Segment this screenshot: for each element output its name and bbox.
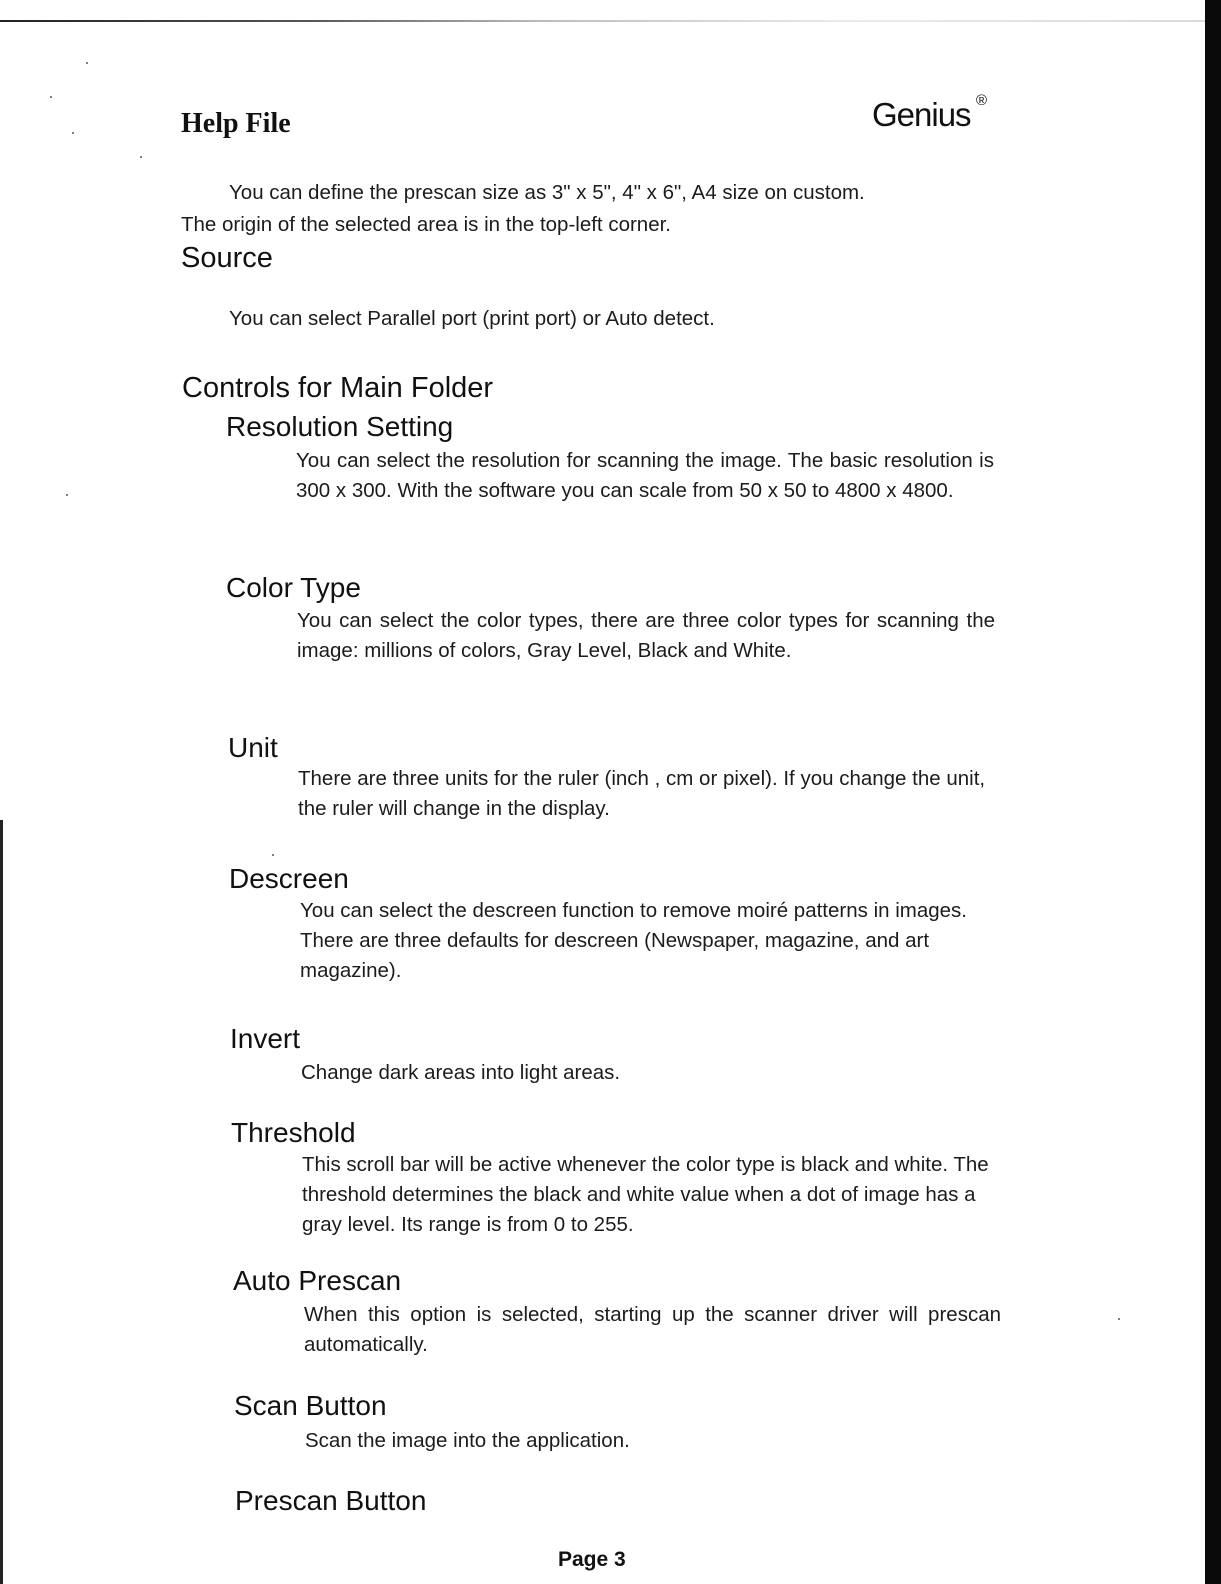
- descreen-heading: Descreen: [229, 863, 349, 894]
- unit-body: There are three units for the ruler (inch , cm or pixel). If you change the unit, the ruler will change in the display.: [298, 767, 986, 820]
- auto-prescan-heading: Auto Prescan: [233, 1265, 402, 1296]
- logo-text: Genius: [872, 96, 971, 133]
- scan-speck: [272, 854, 274, 856]
- descreen-body: You can select the descreen function to remove moiré patterns in images. There are three defaults for descreen (Newspaper, magazine, and art magazine).: [300, 899, 968, 982]
- scan-speck: [66, 494, 68, 496]
- scan-speck: [86, 62, 88, 64]
- scan-left-edge: [0, 820, 3, 1584]
- threshold-body: This scroll bar will be active whenever the color type is black and white. The threshold determines the black and white value when a dot of image has a gray level. Its range is from 0 to 255.: [302, 1153, 989, 1236]
- source-heading: Source: [181, 242, 273, 274]
- color-type-body: You can select the color types, there are three color types for scanning the image: millions of colors, Gray Level, Black and White.: [297, 609, 995, 662]
- auto-prescan-body: When this option is selected, starting up the scanner driver will prescan automatically.: [304, 1303, 1001, 1356]
- resolution-body: You can select the resolution for scanning the image. The basic resolution is 300 x 300. With the software you can scale from 50 x 50 to 4800 x 4800.: [296, 449, 994, 502]
- invert-heading: Invert: [230, 1023, 301, 1054]
- scan-speck: [72, 132, 74, 134]
- invert-body: Change dark areas into light areas.: [301, 1061, 621, 1084]
- prescan-button-heading: Prescan Button: [235, 1485, 427, 1516]
- resolution-heading: Resolution Setting: [226, 411, 454, 442]
- scan-dark-edge: [1205, 0, 1221, 1584]
- scan-speck: [140, 156, 142, 158]
- scan-button-heading: Scan Button: [234, 1390, 387, 1421]
- unit-heading: Unit: [228, 732, 278, 763]
- color-type-heading: Color Type: [226, 572, 361, 603]
- intro-line-2: The origin of the selected area is in the top-left corner.: [181, 213, 671, 236]
- page-number: Page 3: [558, 1548, 626, 1571]
- threshold-heading: Threshold: [231, 1117, 356, 1148]
- genius-logo: [872, 90, 1002, 140]
- scan-speck: [1118, 1318, 1120, 1320]
- scan-button-body: Scan the image into the application.: [305, 1429, 630, 1452]
- scan-speck: [50, 96, 52, 98]
- registered-mark: ®: [976, 92, 988, 109]
- page-title: Help File: [181, 108, 291, 139]
- intro-line-1: You can define the prescan size as 3" x 5", 4" x 6", A4 size on custom.: [229, 181, 865, 204]
- scan-edge-line: [0, 20, 1221, 22]
- main-folder-heading: Controls for Main Folder: [182, 372, 494, 404]
- source-body: You can select Parallel port (print port) or Auto detect.: [229, 307, 715, 330]
